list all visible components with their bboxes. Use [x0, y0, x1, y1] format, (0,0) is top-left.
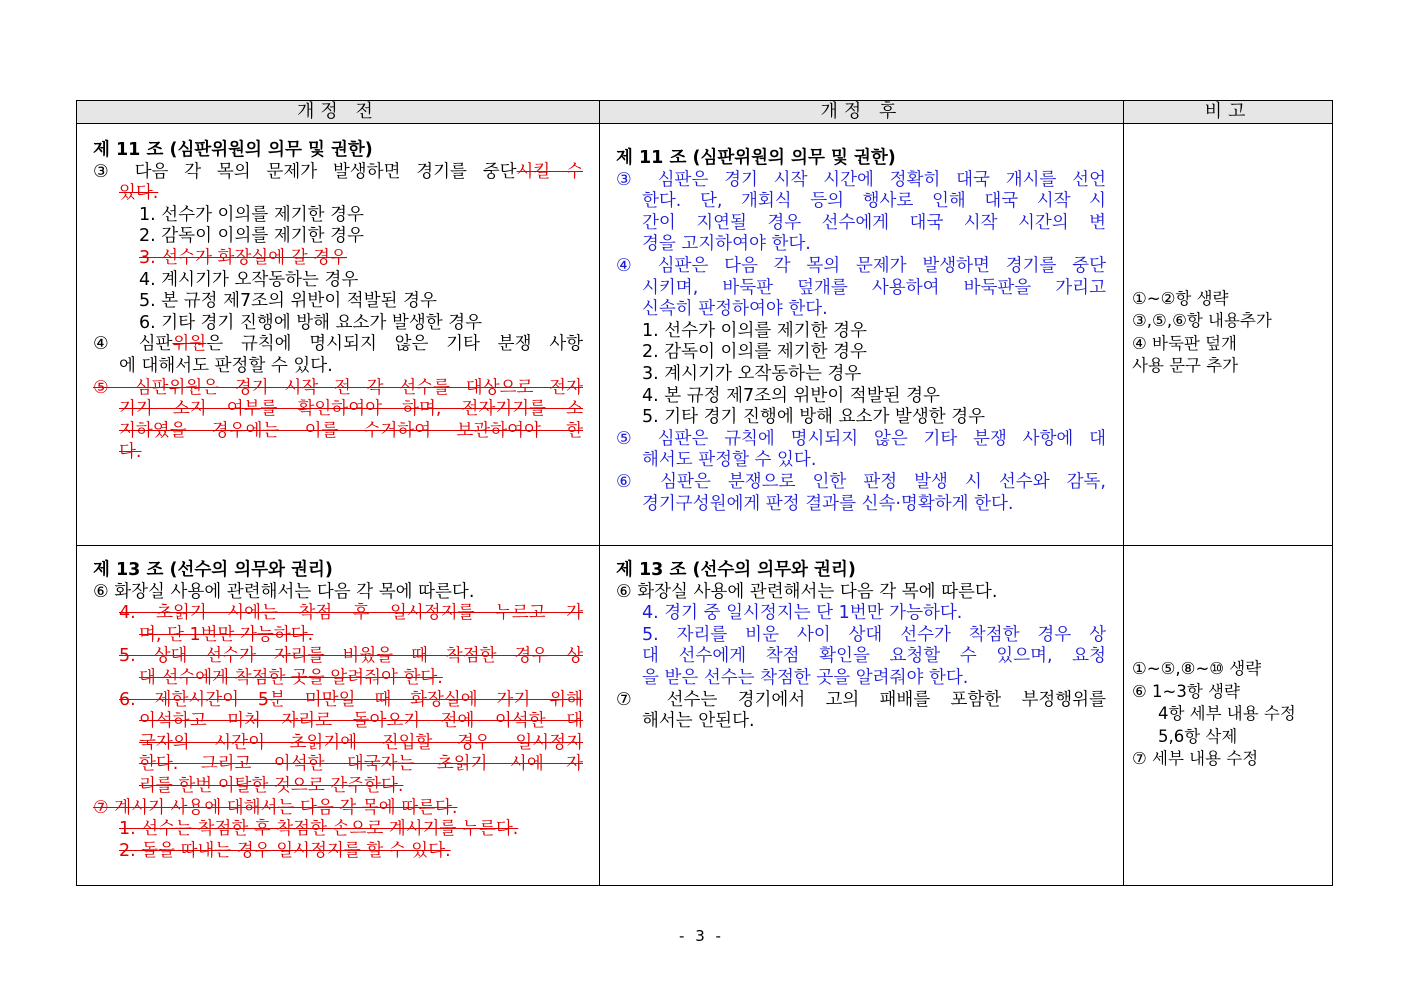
- paragraph-4: ④ 심판위원은 규칙에 명시되지 않은 기타 분쟁 사항: [93, 334, 584, 355]
- table-row: [77, 546, 1333, 886]
- remark-line: 4항 세부 내용 수정: [1158, 704, 1296, 724]
- paragraph-3-added: ③ 심판은 경기 시작 시간에 정확히 대국 개시를 선언: [616, 169, 1106, 190]
- table-row: [77, 124, 1333, 546]
- paragraph-3: ③ 다음 각 목의 문제가 발생하면 경기를 중단시킬 수: [93, 161, 583, 182]
- header-remarks: 비고: [1124, 101, 1333, 124]
- paragraph-5-deleted: ⑤ 심판위원은 경기 시작 전 각 선수를 대상으로 전자: [93, 377, 583, 398]
- header-row: [77, 101, 1333, 124]
- list-item: 6. 기타 경기 진행에 방해 요소가 발생한 경우: [139, 312, 483, 333]
- row2-before-cell: 제 13 조 (선수의 의무와 권리) ⑥ 화장실 사용에 관련해서는 다음 각 목에 따른다. 4. 초읽기 시에는 착점 후 일시정지를 누르고 가 며, 단 1번만 가능하다. 5. 상대 선수가 자리를 비웠을 때 착점한 경우 상 대 선수에게 착점한 곳을 알려줘야 한다. 6. 제한시간이 5분 미만일 때 화장실에 가기 위해 이석하고 미처 자리로 돌아오기 전에 이석한 대 국자의 시간이 초읽기에 진입할 경우 일시정지 한다. 그리고 이석한 대국자는 초읽기 시에 자 리를 한번 이탈한 것으로 간주한다. ⑦ 계시기 사용에 대해서는 다음 각 목에 따른다. 1. 선수는 착점한 후 착점한 손으로 계시기를 누른다. 2. 돌을 따내는 경우 일시정지를 할 수 있다.: [77, 546, 600, 886]
- deleted-text: 있다.: [119, 183, 159, 204]
- article-title: 제 11 조 (심판위원의 의무 및 권한): [93, 140, 373, 160]
- paragraph-4-added: ④ 심판은 다음 각 목의 문제가 발생하면 경기를 중단: [616, 255, 1106, 276]
- list-item: 1. 선수가 이의를 제기한 경우: [139, 204, 364, 225]
- item-6-deleted: 6. 제한시간이 5분 미만일 때 화장실에 가기 위해: [119, 689, 583, 710]
- list-item: 2. 감독이 이의를 제기한 경우: [139, 226, 364, 247]
- item-5-deleted: 5. 상대 선수가 자리를 비웠을 때 착점한 경우 상: [119, 646, 583, 667]
- list-item: 4. 계시기가 오작동하는 경우: [139, 269, 359, 290]
- article-title: 제 11 조 (심판위원의 의무 및 권한): [616, 148, 896, 168]
- paragraph-6: ⑥ 화장실 사용에 관련해서는 다음 각 목에 따른다.: [616, 581, 998, 602]
- paragraph-6-added: ⑥ 심판은 분쟁으로 인한 판정 발생 시 선수와 감독,: [616, 471, 1106, 492]
- article-title: 제 13 조 (선수의 의무와 권리): [93, 560, 333, 580]
- header-after: 개정 후: [600, 101, 1124, 124]
- revision-table: [76, 100, 1333, 886]
- list-item: 5. 본 규정 제7조의 위반이 적발된 경우: [139, 291, 437, 312]
- remark-line: ③,⑤,⑥항 내용추가: [1132, 311, 1272, 330]
- item-5-added: 5. 자리를 비운 사이 상대 선수가 착점한 경우 상: [642, 624, 1106, 645]
- header-before: 개정 전: [77, 101, 600, 124]
- list-item: 5. 기타 경기 진행에 방해 요소가 발생한 경우: [642, 407, 986, 428]
- list-item-deleted: 1. 선수는 착점한 후 착점한 손으로 계시기를 누른다.: [119, 819, 519, 840]
- list-item-deleted: 3. 선수가 화장실에 갈 경우: [139, 247, 347, 268]
- list-item: 2. 감독이 이의를 제기한 경우: [642, 342, 867, 363]
- remark-line: ⑦ 세부 내용 수정: [1132, 749, 1259, 769]
- paragraph-5-added: ⑤ 심판은 규칙에 명시되지 않은 기타 분쟁 사항에 대: [616, 428, 1106, 449]
- list-item: 3. 계시기가 오작동하는 경우: [642, 363, 862, 384]
- article-title: 제 13 조 (선수의 의무와 권리): [616, 560, 856, 580]
- list-item: 4. 본 규정 제7조의 위반이 적발된 경우: [642, 385, 940, 406]
- row2-remarks-cell: [1124, 546, 1333, 886]
- item-4-added: 4. 경기 중 일시정지는 단 1번만 가능하다.: [642, 603, 963, 624]
- list-item-deleted: 2. 돌을 따내는 경우 일시정지를 할 수 있다.: [119, 840, 451, 861]
- remark-line: 5,6항 삭제: [1158, 726, 1238, 746]
- row1-remarks-cell: [1124, 124, 1333, 546]
- remark-line: 사용 문구 추가: [1132, 356, 1239, 375]
- paragraph-6: ⑥ 화장실 사용에 관련해서는 다음 각 목에 따른다.: [93, 581, 475, 602]
- row1-after-cell: 제 11 조 (심판위원의 의무 및 권한) ③ 심판은 경기 시작 시간에 정확히 대국 개시를 선언 한다. 단, 개회식 등의 행사로 인해 대국 시작 시 간이 지연될 경우 선수에게 대국 시작 시간의 변 경을 고지하여야 한다. ④ 심판은 다음 각 목의 문제가 발생하면 경기를 중단 시키며, 바둑판 덮개를 사용하여 바둑판을 가리고 신속히 판정하여야 한다. 1. 선수가 이의를 제기한 경우 2. 감독이 이의를 제기한 경우 3. 계시기가 오작동하는 경우 4. 본 규정 제7조의 위반이 적발된 경우 5. 기타 경기 진행에 방해 요소가 발생한 경우 ⑤ 심판은 규칙에 명시되지 않은 기타 분쟁 사항에 대 해서도 판정할 수 있다. ⑥ 심판은 분쟁으로 인한 판정 발생 시 선수와 감독, 경기구성원에게 판정 결과를 신속·명확하게 한다.: [600, 124, 1124, 546]
- row2-after-cell: 제 13 조 (선수의 의무와 권리) ⑥ 화장실 사용에 관련해서는 다음 각 목에 따른다. 4. 경기 중 일시정지는 단 1번만 가능하다. 5. 자리를 비운 사이 상대 선수가 착점한 경우 상 대 선수에게 착점 확인을 요청할 수 있으며, 요청 을 받은 선수는 착점한 곳을 알려줘야 한다. ⑦ 선수는 경기에서 고의 패배를 포함한 부정행위를 해서는 안된다.: [600, 546, 1124, 886]
- remark-line: ①~②항 생략: [1132, 288, 1229, 308]
- paragraph-7: ⑦ 선수는 경기에서 고의 패배를 포함한 부정행위를: [616, 689, 1106, 710]
- remark-line: ⑥ 1~3항 생략: [1132, 681, 1240, 701]
- list-item: 1. 선수가 이의를 제기한 경우: [642, 320, 867, 341]
- page-number: - 3 -: [679, 927, 724, 945]
- item-4-deleted: 4. 초읽기 시에는 착점 후 일시정지를 누르고 가: [119, 603, 583, 624]
- paragraph-7-deleted: ⑦ 계시기 사용에 대해서는 다음 각 목에 따른다.: [93, 797, 458, 818]
- row1-before-cell: 제 11 조 (심판위원의 의무 및 권한) ③ 다음 각 목의 문제가 발생하면 경기를 중단시킬 수 있다. 1. 선수가 이의를 제기한 경우 2. 감독이 이의를 제기한 경우 3. 선수가 화장실에 갈 경우 4. 계시기가 오작동하는 경우 5. 본 규정 제7조의 위반이 적발된 경우 6. 기타 경기 진행에 방해 요소가 발생한 경우 ④ 심판위원은 규칙에 명시되지 않은 기타 분쟁 사항 에 대해서도 판정할 수 있다. ⑤ 심판위원은 경기 시작 전 각 선수를 대상으로 전자 기기 소지 여부를 확인하여야 하며, 전자기기를 소 지하였을 경우에는 이를 수거하여 보관하여야 한 다.: [77, 124, 600, 546]
- remark-line: ①~⑤,⑧~⑩ 생략: [1132, 659, 1262, 679]
- remark-line: ④ 바둑판 덮개: [1132, 333, 1237, 353]
